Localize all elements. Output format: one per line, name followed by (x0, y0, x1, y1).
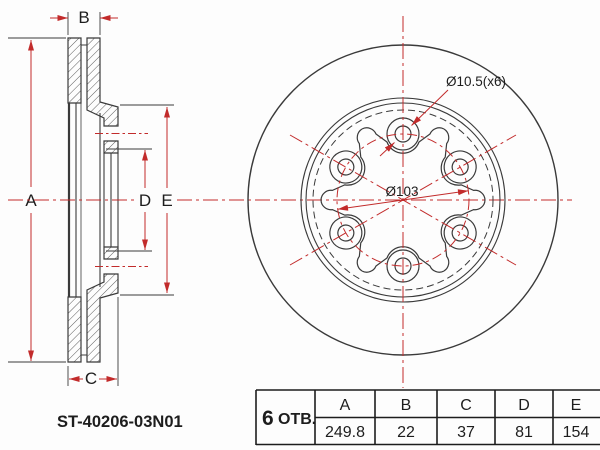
table-value-a: 249.8 (324, 424, 366, 441)
dim-label-c: C (84, 369, 98, 388)
front-centerlines (290, 16, 516, 388)
bolt-circle-diameter-label: Ø103 (385, 184, 419, 199)
table-header-b: B (400, 397, 412, 414)
dim-label-d: D (138, 191, 152, 210)
dim-label-e: E (161, 191, 173, 210)
bolt-hole-diameter-label: Ø10.5(x6) (446, 74, 507, 89)
holes-unit: ОТВ. (278, 411, 317, 428)
table-header-c: C (460, 397, 472, 414)
table-value-e: 154 (562, 424, 590, 441)
table-header-a: A (339, 397, 351, 414)
dimensions-table (256, 390, 600, 445)
dim-label-b: B (78, 8, 90, 27)
part-number: ST-40206-03N01 (57, 413, 183, 431)
holes-count: 6 (262, 407, 274, 430)
section-view (8, 8, 174, 388)
table-value-c: 37 (457, 424, 475, 441)
table-header-e: E (570, 397, 582, 414)
dim-label-a: A (25, 191, 37, 210)
table-value-d: 81 (515, 424, 533, 441)
table-value-b: 22 (397, 424, 415, 441)
front-view (248, 16, 558, 388)
table-header-d: D (518, 397, 530, 414)
